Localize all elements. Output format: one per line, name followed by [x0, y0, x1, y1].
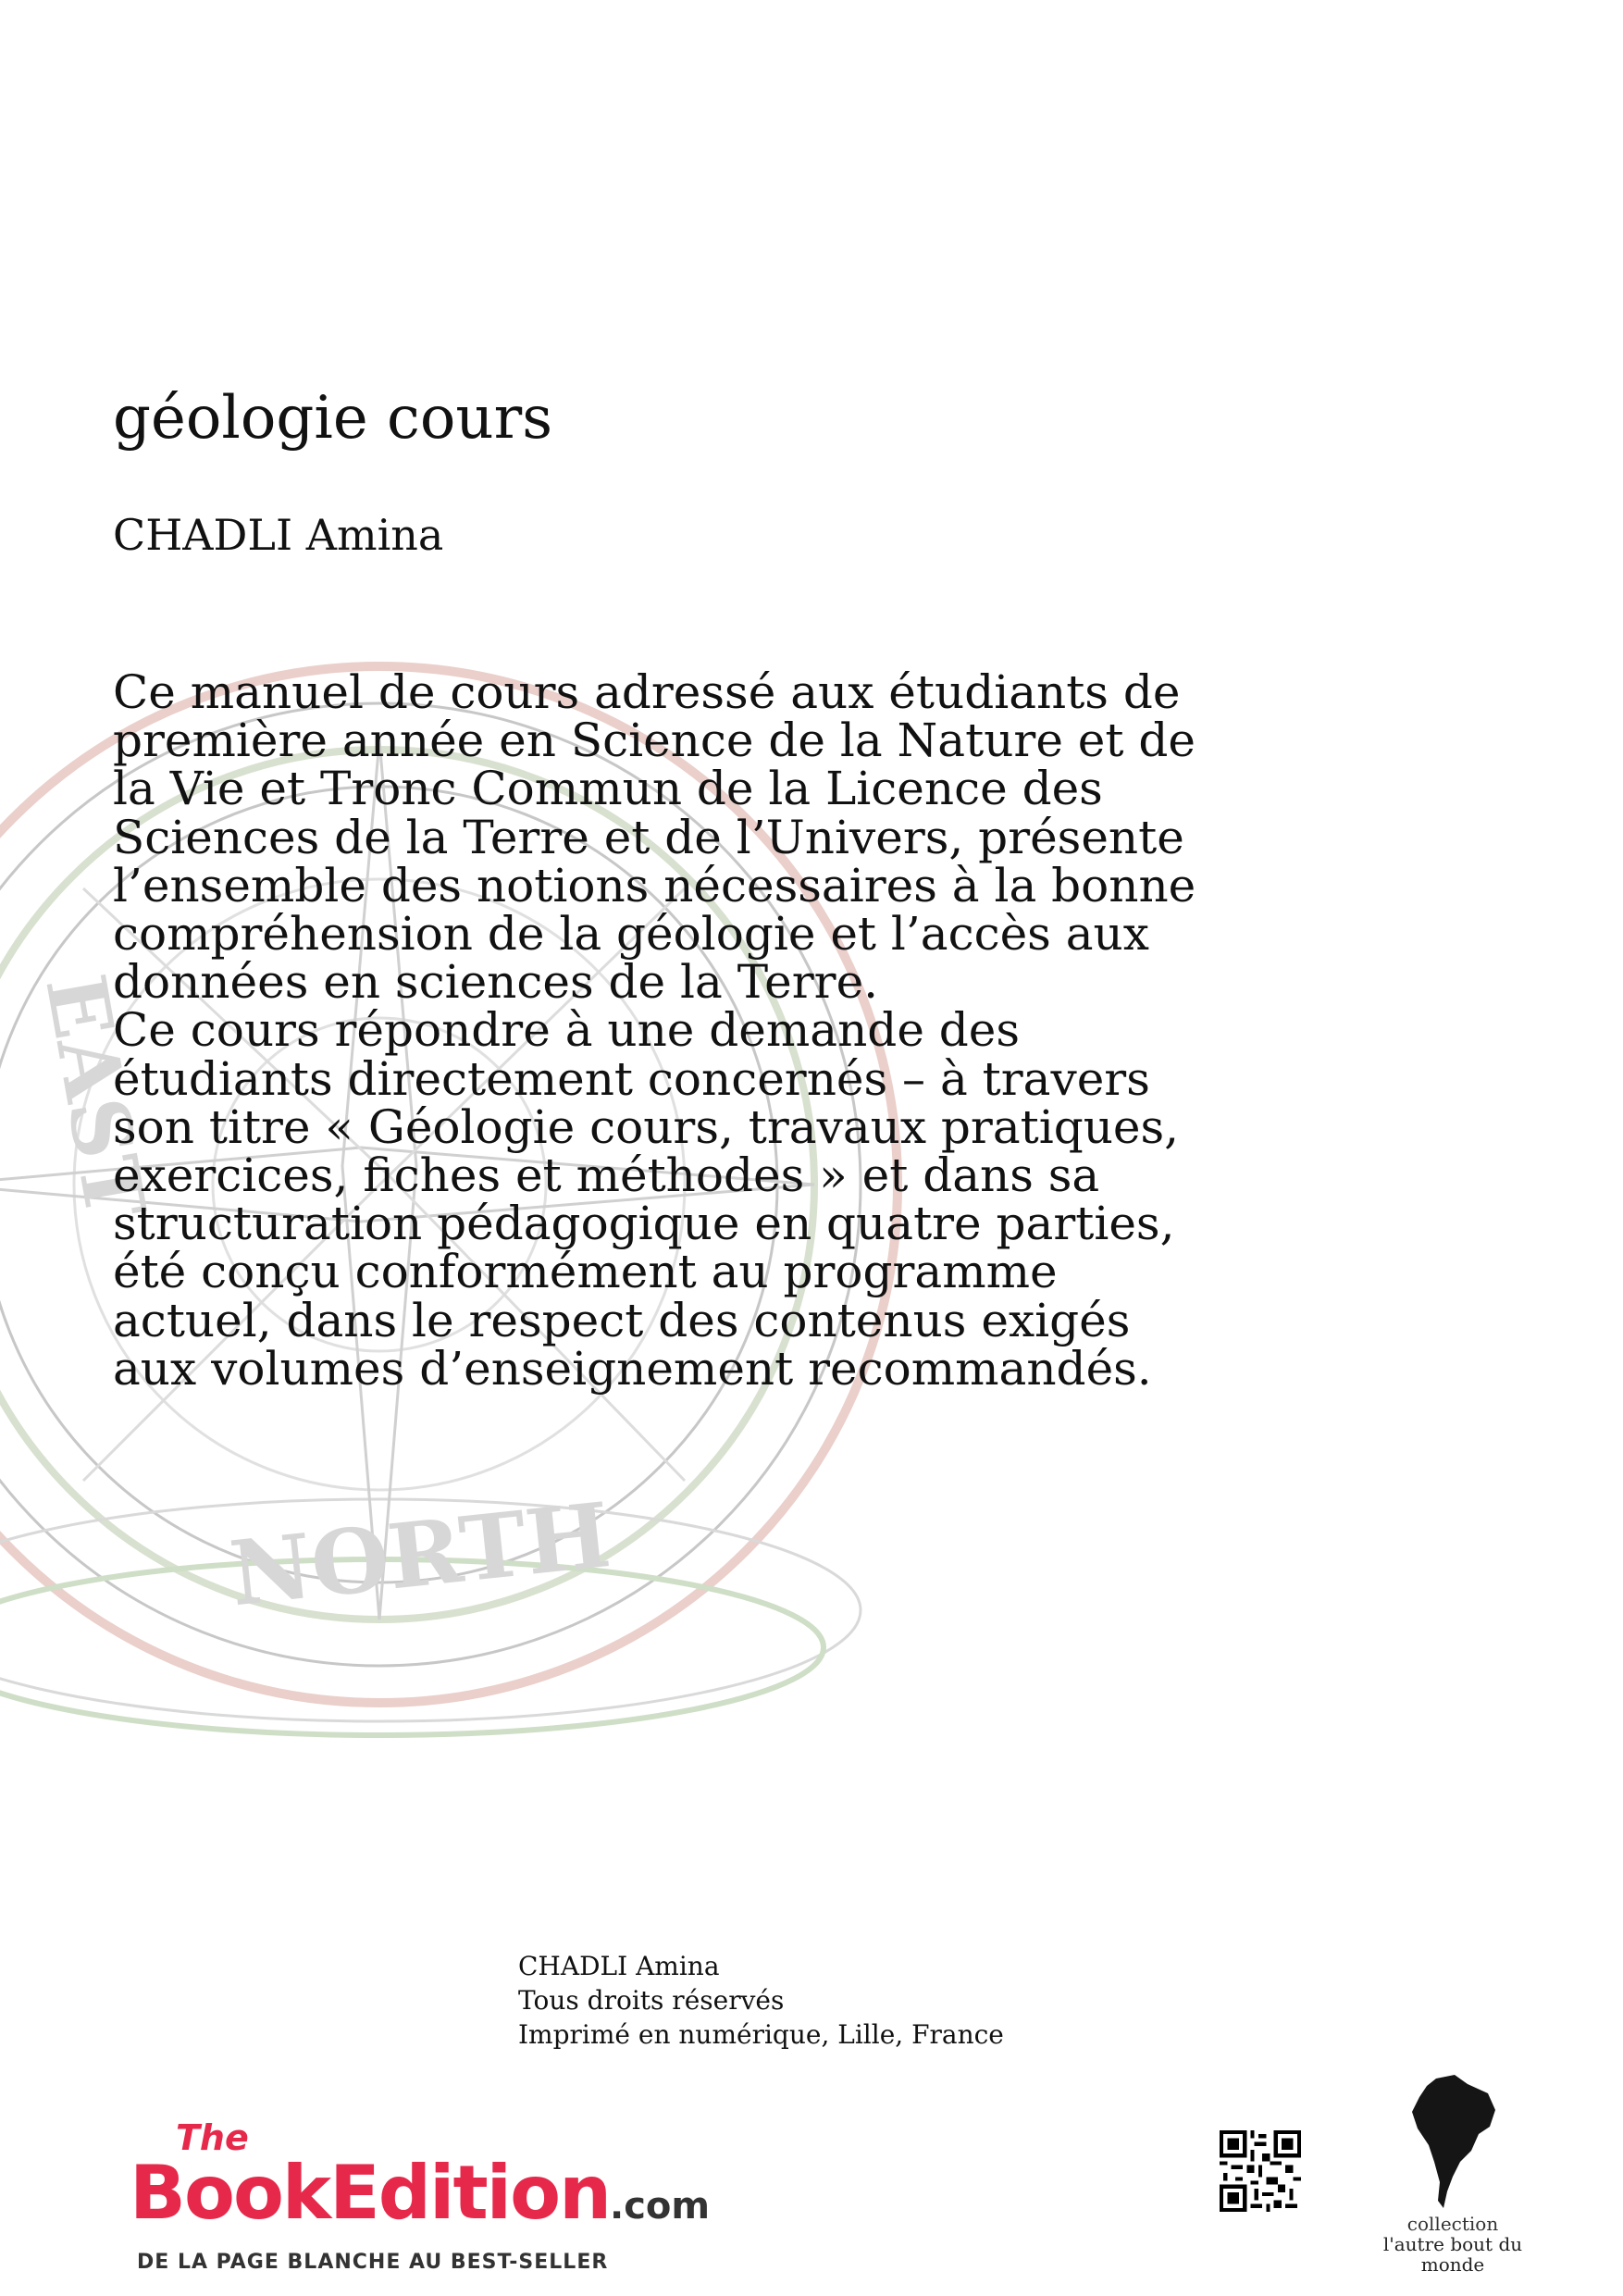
publisher-tagline: DE LA PAGE BLANCHE AU BEST-SELLER — [137, 2251, 609, 2274]
compass-word-north: NORTH — [225, 1482, 615, 1627]
logo-the: The — [176, 2117, 249, 2158]
rights-notice — [518, 1949, 1004, 2052]
rights-reserved: Tous droits réservés — [518, 1985, 785, 2016]
qr-code-icon — [1220, 2130, 1301, 2212]
book-title: géologie cours — [113, 384, 553, 453]
logo-name: BookEdition — [130, 2150, 611, 2236]
compass-word-east: EAST — [27, 967, 165, 1226]
collection-badge — [1351, 2073, 1555, 2275]
collection-label: collection — [1406, 2213, 1499, 2235]
book-author: CHADLI Amina — [113, 510, 444, 560]
logo-wordmark — [130, 2150, 711, 2245]
blurb-paragraph: Ce manuel de cours adressé aux étudiants de première année en Science de la Nature et de la Vie et Tronc Commun de la Licence des Sciences de la Terre et de l’Univers, présente l’ensemble des notions nécessaires à la bonne compréhension de la géologie et l’accès aux données en sciences de la Terre. — [113, 665, 1196, 1010]
collection-name: l'autre bout du monde — [1382, 2233, 1523, 2276]
publisher-logo — [130, 2117, 711, 2274]
logo-domain: .com — [610, 2185, 711, 2228]
book-blurb — [113, 665, 1205, 1396]
blurb-paragraph: Ce cours répondre à une demande des étudiants directement concernés – à travers son titre « Géologie cours, travaux pratiques, exercices, fiches et méthodes » et dans sa structuration pédagogique en quatre parties, été conçu conformément au programme actuel, dans le respect des contenus exigés aux volumes d’enseignement recommandés. — [113, 1003, 1180, 1396]
rights-printed: Imprimé en numérique, Lille, France — [518, 2019, 1004, 2050]
south-america-map-icon — [1406, 2073, 1499, 2212]
rights-author: CHADLI Amina — [518, 1951, 720, 1981]
